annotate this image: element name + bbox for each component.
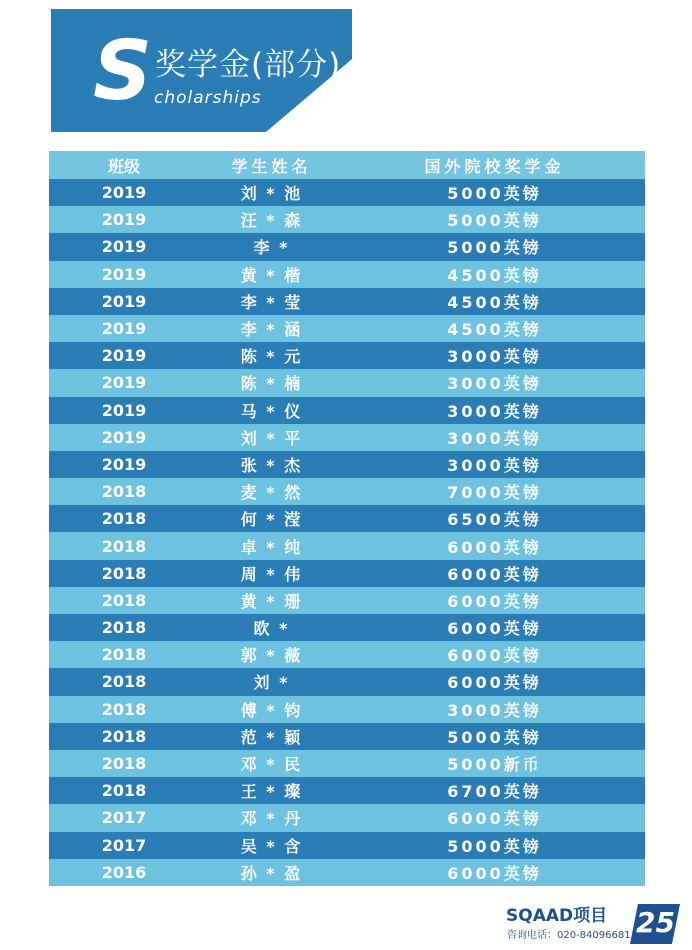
cell-scholarship: 6000英镑 [447, 537, 542, 557]
cell-student-name: 傅 * 钧 [240, 700, 303, 720]
table-row [49, 777, 645, 804]
cell-student-name: 邓 * 民 [240, 755, 303, 775]
cell-scholarship: 5000英镑 [447, 184, 542, 204]
cell-class: 2019 [101, 183, 147, 203]
cell-scholarship: 3000英镑 [447, 374, 542, 394]
cell-scholarship: 5000英镑 [447, 211, 542, 231]
table-row [49, 451, 645, 478]
cell-student-name: 何 * 滢 [240, 510, 303, 530]
cell-class: 2018 [101, 699, 147, 719]
cell-student-name: 郭 * 薇 [240, 646, 303, 666]
cell-student-name: 孙 * 盈 [240, 863, 303, 883]
cell-scholarship: 6000英镑 [447, 591, 542, 611]
cell-scholarship: 3000英镑 [447, 700, 542, 720]
cell-student-name: 麦 * 然 [240, 483, 303, 503]
footer-brand: SQAAD项目 [506, 906, 608, 926]
table-row [49, 397, 645, 424]
table-row [49, 288, 645, 315]
banner-letter: S [93, 24, 153, 119]
header-class: 班级 [107, 156, 140, 176]
cell-scholarship: 6000英镑 [447, 564, 542, 584]
table-row [49, 859, 645, 886]
cell-class: 2017 [101, 835, 147, 855]
table-row [49, 832, 645, 859]
cell-student-name: 陈 * 楠 [240, 374, 303, 394]
cell-class: 2018 [101, 536, 147, 556]
table-row [49, 804, 645, 831]
cell-class: 2016 [101, 862, 147, 882]
scholarship-table [49, 151, 645, 886]
cell-class: 2017 [101, 808, 147, 828]
cell-class: 2019 [101, 400, 147, 420]
cell-student-name: 邓 * 丹 [240, 809, 303, 829]
cell-scholarship: 3000英镑 [447, 347, 542, 367]
cell-class: 2018 [101, 509, 147, 529]
table-row [49, 179, 645, 206]
cell-class: 2019 [101, 291, 147, 311]
table-row [49, 369, 645, 396]
cell-student-name: 张 * 杰 [240, 455, 303, 475]
cell-class: 2018 [101, 781, 147, 801]
cell-scholarship: 6000英镑 [447, 619, 542, 639]
table-row [49, 505, 645, 532]
cell-scholarship: 4500英镑 [447, 265, 542, 285]
cell-student-name: 黄 * 珊 [240, 591, 303, 611]
cell-scholarship: 3000英镑 [447, 428, 542, 448]
page-subtitle: cholarships [154, 88, 262, 108]
cell-class: 2019 [101, 454, 147, 474]
cell-scholarship: 6000英镑 [447, 646, 542, 666]
table-row [49, 478, 645, 505]
cell-student-name: 马 * 仪 [240, 401, 303, 421]
footer-phone: 咨询电话：020-84096681 [507, 930, 631, 941]
cell-student-name: 周 * 伟 [240, 564, 303, 584]
cell-scholarship: 6000英镑 [447, 863, 542, 883]
cell-class: 2019 [101, 264, 147, 284]
cell-scholarship: 6000英镑 [447, 809, 542, 829]
cell-student-name: 范 * 颖 [240, 727, 303, 747]
cell-class: 2019 [101, 319, 147, 339]
cell-scholarship: 5000英镑 [447, 238, 542, 258]
cell-class: 2019 [101, 427, 147, 447]
table-row [49, 641, 645, 668]
cell-class: 2018 [101, 618, 147, 638]
header-student-name: 学生姓名 [231, 156, 312, 176]
cell-student-name: 李 * 莹 [240, 292, 303, 312]
cell-class: 2018 [101, 726, 147, 746]
cell-class: 2019 [101, 346, 147, 366]
table-row [49, 696, 645, 723]
cell-student-name: 王 * 璨 [240, 782, 303, 802]
cell-class: 2019 [101, 210, 147, 230]
table-row [49, 206, 645, 233]
cell-student-name: 刘 * 池 [240, 184, 303, 204]
cell-class: 2018 [101, 645, 147, 665]
cell-student-name: 李 * [253, 238, 290, 258]
cell-scholarship: 4500英镑 [447, 320, 542, 340]
cell-scholarship: 3000英镑 [447, 455, 542, 475]
header-scholarship: 国外院校奖学金 [424, 156, 565, 176]
cell-scholarship: 5000英镑 [447, 836, 542, 856]
cell-student-name: 黄 * 楷 [240, 265, 303, 285]
cell-student-name: 汪 * 森 [240, 211, 303, 231]
cell-student-name: 卓 * 纯 [240, 537, 303, 557]
table-row [49, 532, 645, 559]
cell-class: 2018 [101, 482, 147, 502]
table-row [49, 587, 645, 614]
cell-scholarship: 6000英镑 [447, 673, 542, 693]
table-row [49, 614, 645, 641]
cell-student-name: 欧 * [253, 619, 290, 639]
cell-student-name: 陈 * 元 [240, 347, 303, 367]
cell-scholarship: 3000英镑 [447, 401, 542, 421]
cell-scholarship: 5000英镑 [447, 727, 542, 747]
cell-class: 2018 [101, 754, 147, 774]
table-row [49, 424, 645, 451]
cell-scholarship: 6700英镑 [447, 782, 542, 802]
cell-scholarship: 6500英镑 [447, 510, 542, 530]
cell-scholarship: 5000新币 [447, 755, 542, 775]
table-row [49, 342, 645, 369]
page-number: 25 [636, 906, 675, 939]
table-row [49, 560, 645, 587]
cell-class: 2018 [101, 563, 147, 583]
table-header [49, 151, 645, 179]
cell-scholarship: 4500英镑 [447, 292, 542, 312]
cell-student-name: 李 * 涵 [240, 320, 303, 340]
table-row [49, 750, 645, 777]
table-row [49, 668, 645, 695]
cell-student-name: 刘 * 平 [240, 428, 303, 448]
cell-scholarship: 7000英镑 [447, 483, 542, 503]
table-row [49, 261, 645, 288]
table-row [49, 723, 645, 750]
cell-class: 2019 [101, 373, 147, 393]
page-title: 奖学金(部分) [155, 47, 342, 83]
cell-class: 2018 [101, 672, 147, 692]
table-row [49, 315, 645, 342]
cell-student-name: 吴 * 含 [240, 836, 303, 856]
cell-class: 2019 [101, 237, 147, 257]
cell-student-name: 刘 * [253, 673, 290, 693]
title-banner [51, 9, 352, 132]
table-row [49, 233, 645, 260]
cell-class: 2018 [101, 590, 147, 610]
